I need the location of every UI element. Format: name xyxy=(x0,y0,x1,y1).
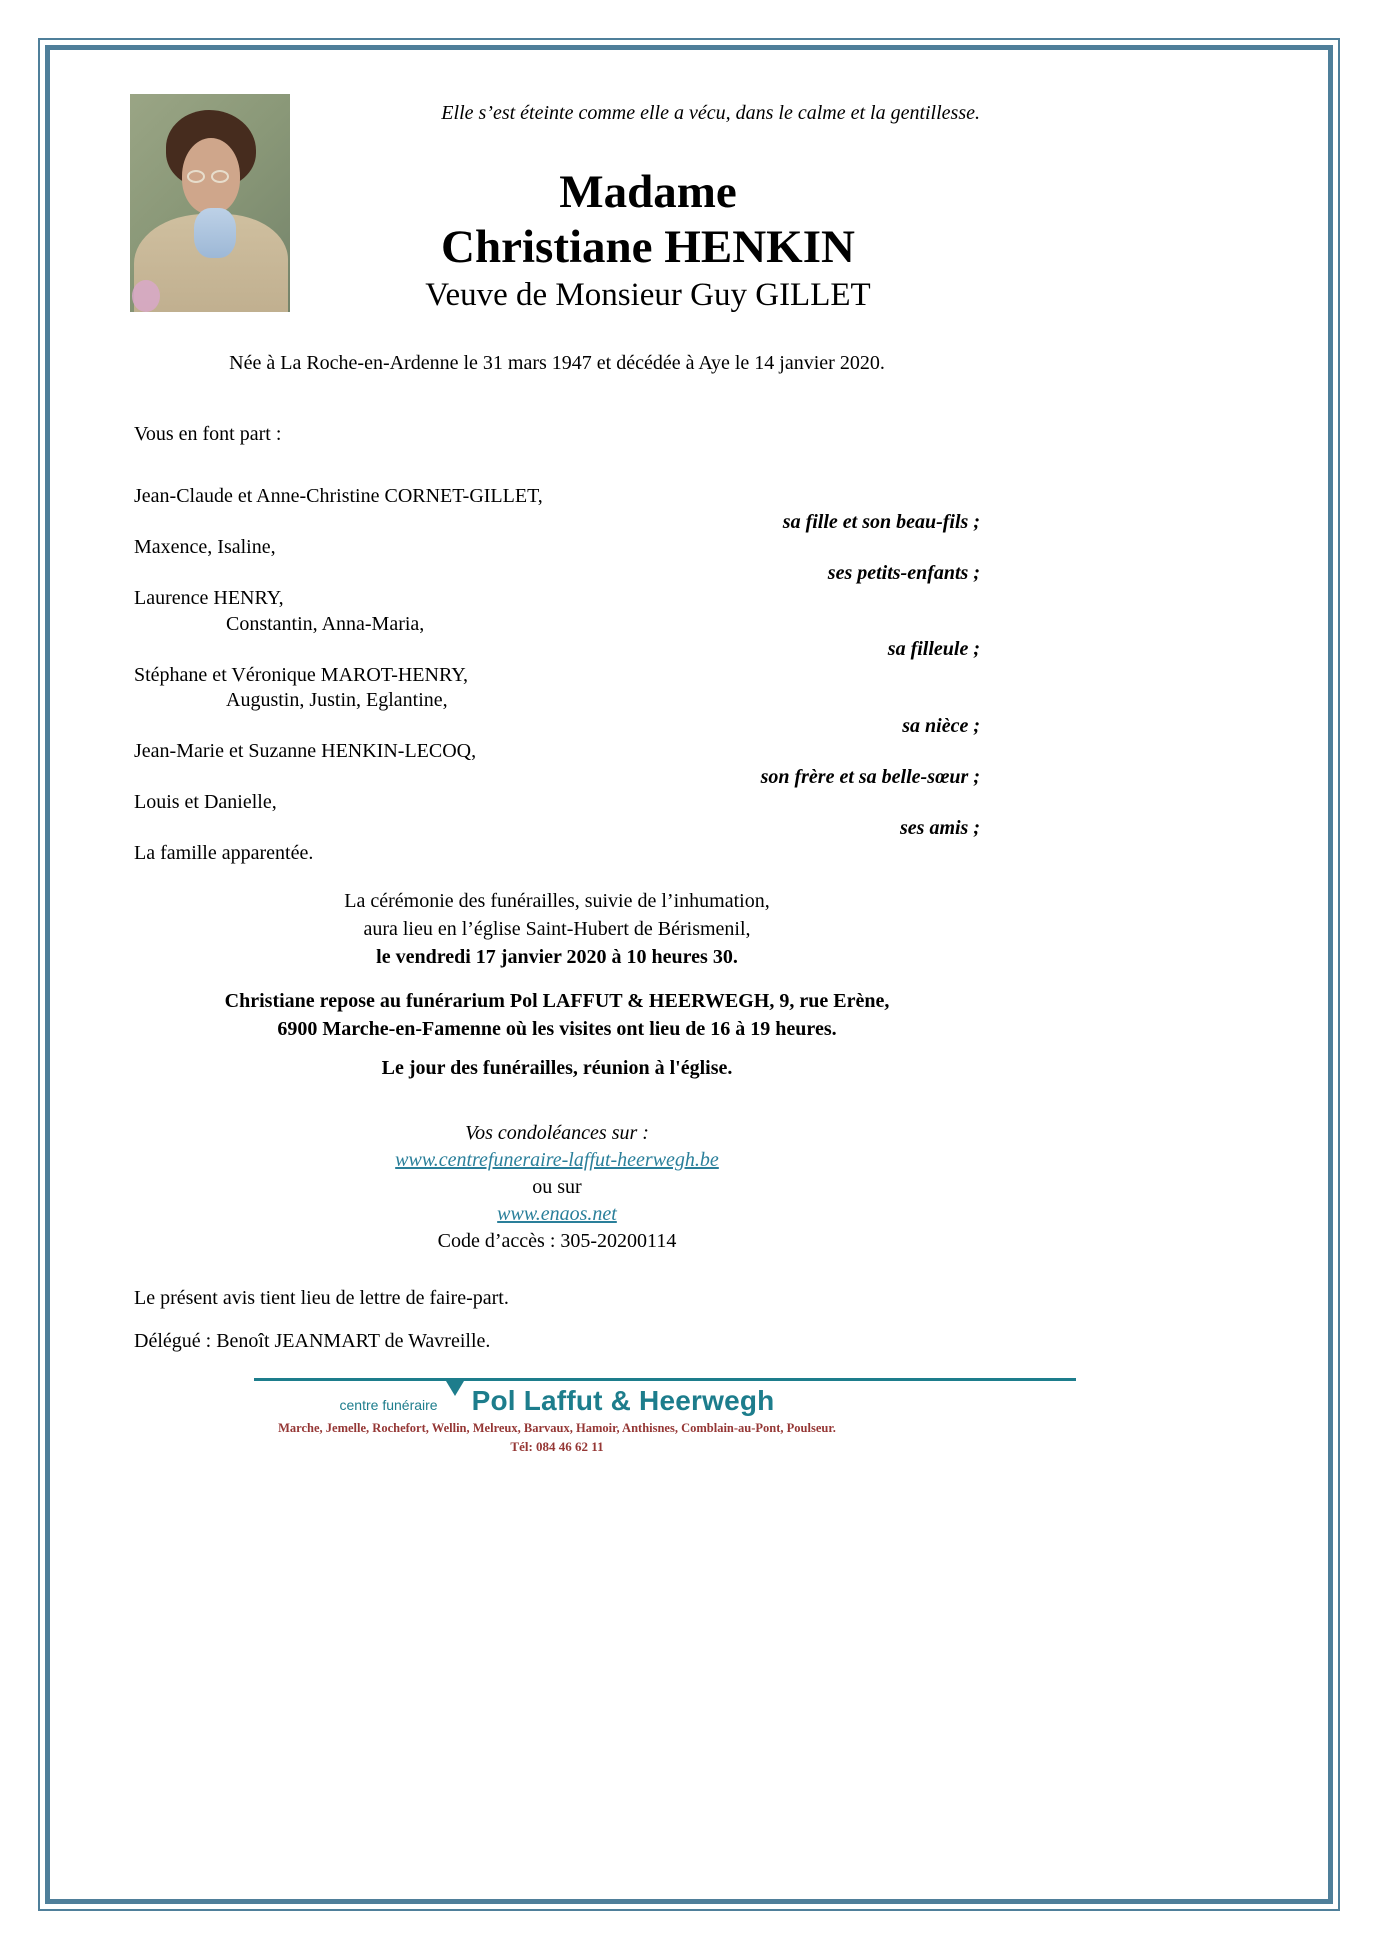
funerarium-details xyxy=(134,987,980,1043)
family-names: Louis et Danielle, xyxy=(134,791,277,813)
condolences-link-enaos[interactable]: www.enaos.net xyxy=(497,1202,617,1225)
portrait-glasses-left xyxy=(187,170,205,183)
ceremony-date: le vendredi 17 janvier 2020 à 10 heures 30. xyxy=(376,945,738,968)
deceased-name: Christiane HENKIN xyxy=(441,220,855,273)
family-relation: sa nièce ; xyxy=(902,714,980,737)
header-section xyxy=(134,92,1244,322)
family-names: Maxence, Isaline, xyxy=(134,536,276,558)
brand-tagline: centre funéraire xyxy=(339,1396,438,1413)
family-entry xyxy=(134,663,980,740)
family-entry xyxy=(134,739,980,790)
footer xyxy=(134,1378,1244,1455)
family-names: La famille apparentée. xyxy=(134,842,314,864)
portrait-photo xyxy=(130,94,290,312)
logo-triangle-icon xyxy=(446,1381,464,1396)
family-relation: son frère et sa belle-sœur ; xyxy=(760,765,980,788)
funerarium-line: 6900 Marche-en-Famenne où les visites ont lieu de 16 à 19 heures. xyxy=(277,1017,837,1040)
family-names: Augustin, Justin, Eglantine, xyxy=(226,689,448,711)
funerarium-line: Christiane repose au funérarium Pol LAFFUT & HEERWEGH, 9, rue Erène, xyxy=(224,989,890,1012)
title-madame: Madame xyxy=(559,166,737,218)
condolences-link-primary[interactable]: www.centrefuneraire-laffut-heerwegh.be xyxy=(395,1148,719,1171)
footer-divider xyxy=(254,1378,1076,1381)
family-relation: ses petits-enfants ; xyxy=(827,561,980,584)
footer-cities: Marche, Jemelle, Rochefort, Wellin, Melreux, Barvaux, Hamoir, Anthisnes, Comblain-au-Pont, Poulseur. xyxy=(278,1420,836,1435)
portrait-accent xyxy=(132,280,160,312)
family-relation: sa filleule ; xyxy=(887,638,980,660)
family-entry xyxy=(134,790,980,841)
family-names: Jean-Marie et Suzanne HENKIN-LECOQ, xyxy=(134,740,477,762)
portrait-glasses-right xyxy=(211,170,229,183)
ceremony-line: aura lieu en l’église Saint-Hubert de Bérismenil, xyxy=(363,917,751,940)
delegate-line: Délégué : Benoît JEANMART de Wavreille. xyxy=(134,1329,491,1352)
condolences-block xyxy=(134,1120,980,1255)
birth-death-line: Née à La Roche-en-Ardenne le 31 mars 1947 et décédée à Aye le 14 janvier 2020. xyxy=(229,352,885,374)
family-entry xyxy=(134,586,980,663)
ceremony-line: La cérémonie des funérailles, suivie de l’inhumation, xyxy=(344,889,770,912)
footer-phone: Tél: 084 46 62 11 xyxy=(510,1438,604,1454)
access-code: Code d’accès : 305-20200114 xyxy=(437,1229,677,1252)
family-names: Laurence HENRY, xyxy=(134,587,284,609)
reunion-line: Le jour des funérailles, réunion à l'église. xyxy=(381,1056,733,1079)
portrait-scarf xyxy=(194,208,236,258)
ceremony-details xyxy=(134,887,980,971)
family-names: Constantin, Anna-Maria, xyxy=(226,612,425,635)
family-relation: sa fille et son beau-fils ; xyxy=(782,510,980,533)
condolences-or-label: ou sur xyxy=(532,1175,582,1198)
family-entry xyxy=(134,841,980,867)
funeral-home-logo xyxy=(134,1385,980,1417)
epitaph-quote: Elle s’est éteinte comme elle a vécu, dans le calme et la gentillesse. xyxy=(441,102,980,124)
announcement-intro: Vous en font part : xyxy=(134,423,282,445)
family-names: Stéphane et Véronique MAROT-HENRY, xyxy=(134,663,469,686)
family-list xyxy=(134,484,980,867)
brand-name: Pol Laffut & Heerwegh xyxy=(471,1384,775,1416)
faire-part-notice: Le présent avis tient lieu de lettre de faire-part. xyxy=(134,1286,509,1309)
family-entry xyxy=(134,484,980,535)
condolences-intro: Vos condoléances sur : xyxy=(465,1121,649,1144)
widow-subtitle: Veuve de Monsieur Guy GILLET xyxy=(425,277,871,314)
family-relation: ses amis ; xyxy=(900,816,980,839)
footer-brand-area xyxy=(134,1385,980,1455)
family-entry xyxy=(134,535,980,586)
page-content xyxy=(56,52,1322,1897)
family-names: Jean-Claude et Anne-Christine CORNET-GILLET, xyxy=(134,485,543,507)
